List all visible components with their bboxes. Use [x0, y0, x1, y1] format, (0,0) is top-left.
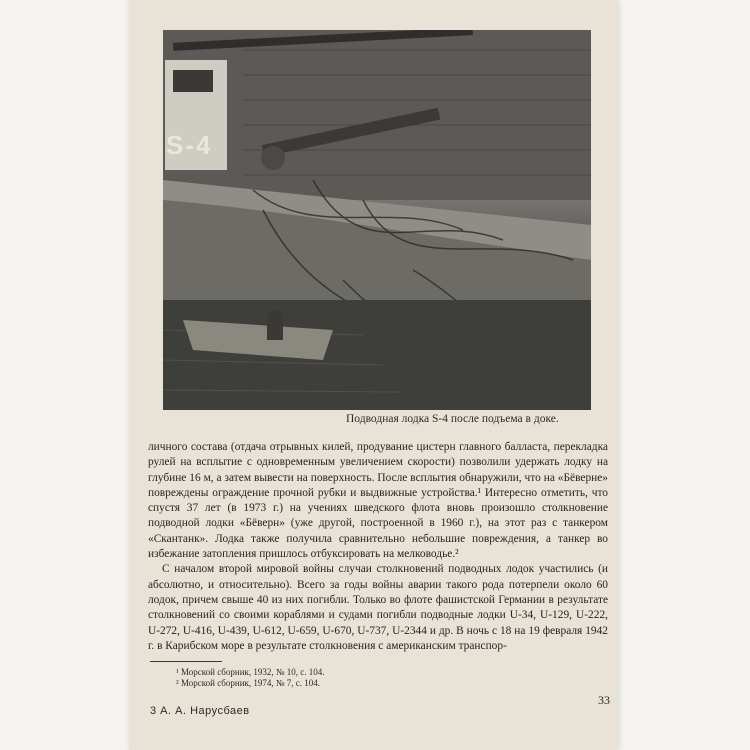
submarine-photo — [163, 30, 591, 410]
paragraph: личного состава (отдача отрывных килей, продувание цистерн главного балласта, перекладка рулей на всплытие с одновременным увеличением скорости) позволили удержать лодку на глубине 16 м, а затем вывести на поверхность. После всплытия обнаружили, что на «Бёверне» повреждены ограждение прочной рубки и выдвижные устройства.¹ Интересно отметить, что спустя 37 лет (в 1973 г.) на учениях шведского флота вновь произошло столкновение подводной лодки «Бёверн» (уже другой, построенной в 1960 г.), на этот раз с танкером «Скантанк». Лодка также получила сравнительно небольшие повреждения, а танкер во избежание затопления пришлось отбуксировать на мелководье.² — [148, 441, 608, 561]
body-text — [148, 440, 608, 654]
footnote: ¹ Морской сборник, 1932, № 10, с. 104. — [176, 667, 325, 677]
footnote: ² Морской сборник, 1974, № 7, с. 104. — [176, 678, 320, 688]
footnotes — [176, 667, 324, 689]
paragraph: С началом второй мировой войны случаи столкновений подводных лодок участились (и абсолютно, и относительно). Всего за годы войны аварии такого рода потерпели около 60 лодок, причем свыше 40 из них погибли. Только во флоте фашистской Германии в результате столкновений со своими кораблями и судами погибли подводные лодки U-34, U-129, U-222, U-272, U-416, U-439, U-612, U-659, U-670, U-737, U-2344 и др. В ночь с 18 на 19 февраля 1942 г. в Карибском море в результате столкновения с американским транспор- — [148, 563, 608, 652]
submarine-illustration — [163, 30, 591, 410]
page-number: 33 — [598, 693, 610, 707]
photo-caption: Подводная лодка S-4 после подъема в доке. — [346, 413, 559, 425]
footnote-divider — [150, 661, 222, 662]
hull-marking: S-4 — [166, 130, 213, 160]
signature-mark: 3 А. А. Нарусбаев — [150, 705, 250, 717]
